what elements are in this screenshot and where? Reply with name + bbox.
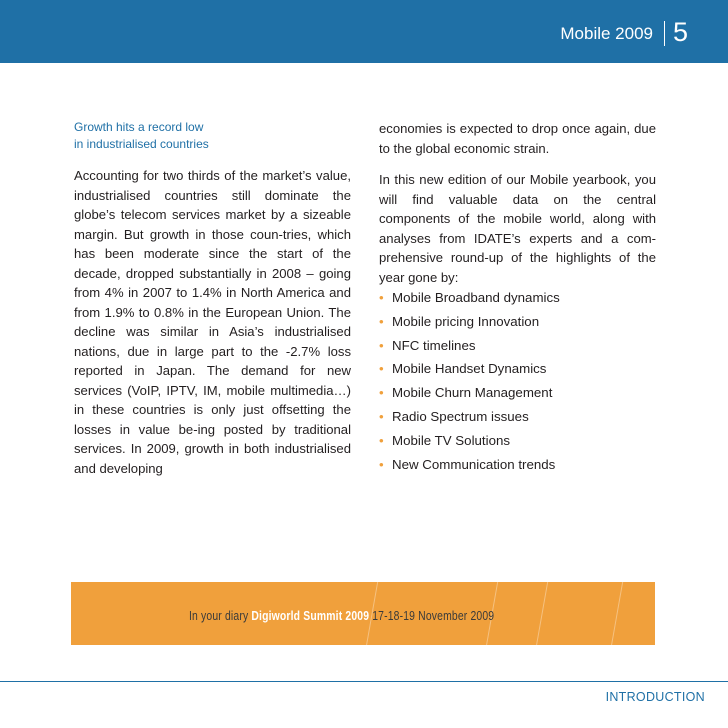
list-item-text: Mobile TV Solutions bbox=[392, 432, 511, 448]
event-banner bbox=[71, 582, 655, 645]
right-column bbox=[379, 119, 656, 478]
body-paragraph-3: In this new edition of our Mobile yearbook, you will find valuable data on the central components of the mobile world, along with analyses from IDATE’s experts and a com-prehensive round-up of the highlights of the year gone by: bbox=[379, 172, 656, 285]
section-subheading bbox=[74, 119, 354, 153]
list-item-text: Mobile Churn Management bbox=[392, 385, 553, 401]
header-bar bbox=[0, 0, 728, 63]
list-item-text: NFC timelines bbox=[392, 337, 476, 353]
list-item-text: New Communication trends bbox=[392, 456, 556, 472]
list-item-text: Mobile Handset Dynamics bbox=[392, 361, 547, 377]
banner-event-name: Digiworld Summit 2009 bbox=[251, 608, 370, 623]
list-item bbox=[379, 312, 656, 336]
list-item-text: Radio Spectrum issues bbox=[392, 408, 529, 424]
section-label: INTRODUCTION bbox=[605, 690, 705, 704]
banner-text bbox=[189, 608, 494, 623]
list-item bbox=[379, 407, 656, 431]
bullet-icon: • bbox=[379, 361, 384, 377]
list-item bbox=[379, 359, 656, 383]
list-item bbox=[379, 336, 656, 360]
list-item bbox=[379, 431, 656, 455]
footer-divider bbox=[0, 681, 728, 682]
banner-decoration bbox=[533, 582, 550, 645]
left-column bbox=[74, 166, 351, 478]
subheading-line-1: Growth hits a record low bbox=[74, 120, 204, 134]
list-item-text: Mobile Broadband dynamics bbox=[392, 290, 560, 305]
subheading-line-2: in industrialised countries bbox=[74, 137, 209, 151]
bullet-icon: • bbox=[379, 337, 384, 353]
bullet-icon: • bbox=[379, 432, 384, 448]
bullet-icon: • bbox=[379, 290, 384, 305]
banner-dates: 17-18-19 November 2009 bbox=[372, 608, 495, 623]
body-paragraph-2: economies is expected to drop once again, due to the global economic strain. bbox=[379, 121, 656, 156]
bullet-icon: • bbox=[379, 456, 384, 472]
list-item bbox=[379, 455, 656, 479]
body-paragraph-1: Accounting for two thirds of the market’s value, industrialised countries still dominate the globe’s telecom services market by a sizeable margin. But growth in those coun-tries, which has been moderate since the start of the decade, dropped substantially in 2008 – going from 4% in 2007 to 1.4% in North America and from 1.9% to 0.8% in the European Union. The decline was similar in Asia’s industrialised nations, due in large part to the -2.7% loss reported in Japan. The demand for new services (VoIP, IPTV, IM, mobile multimedia…) in these countries is only just offsetting the losses in value be-ing posted by traditional services. In 2009, growth in both industrialised and developing bbox=[74, 168, 351, 476]
list-item bbox=[379, 288, 656, 312]
bullet-icon: • bbox=[379, 313, 384, 329]
page-number: 5 bbox=[673, 17, 689, 47]
banner-prefix: In your diary bbox=[189, 608, 249, 623]
highlights-list bbox=[379, 288, 656, 478]
publication-title: Mobile 2009 bbox=[560, 24, 653, 43]
banner-decoration bbox=[608, 582, 625, 645]
header-divider bbox=[664, 21, 665, 46]
bullet-icon: • bbox=[379, 408, 384, 424]
list-item bbox=[379, 383, 656, 407]
list-item-text: Mobile pricing Innovation bbox=[392, 313, 540, 329]
bullet-icon: • bbox=[379, 385, 384, 401]
